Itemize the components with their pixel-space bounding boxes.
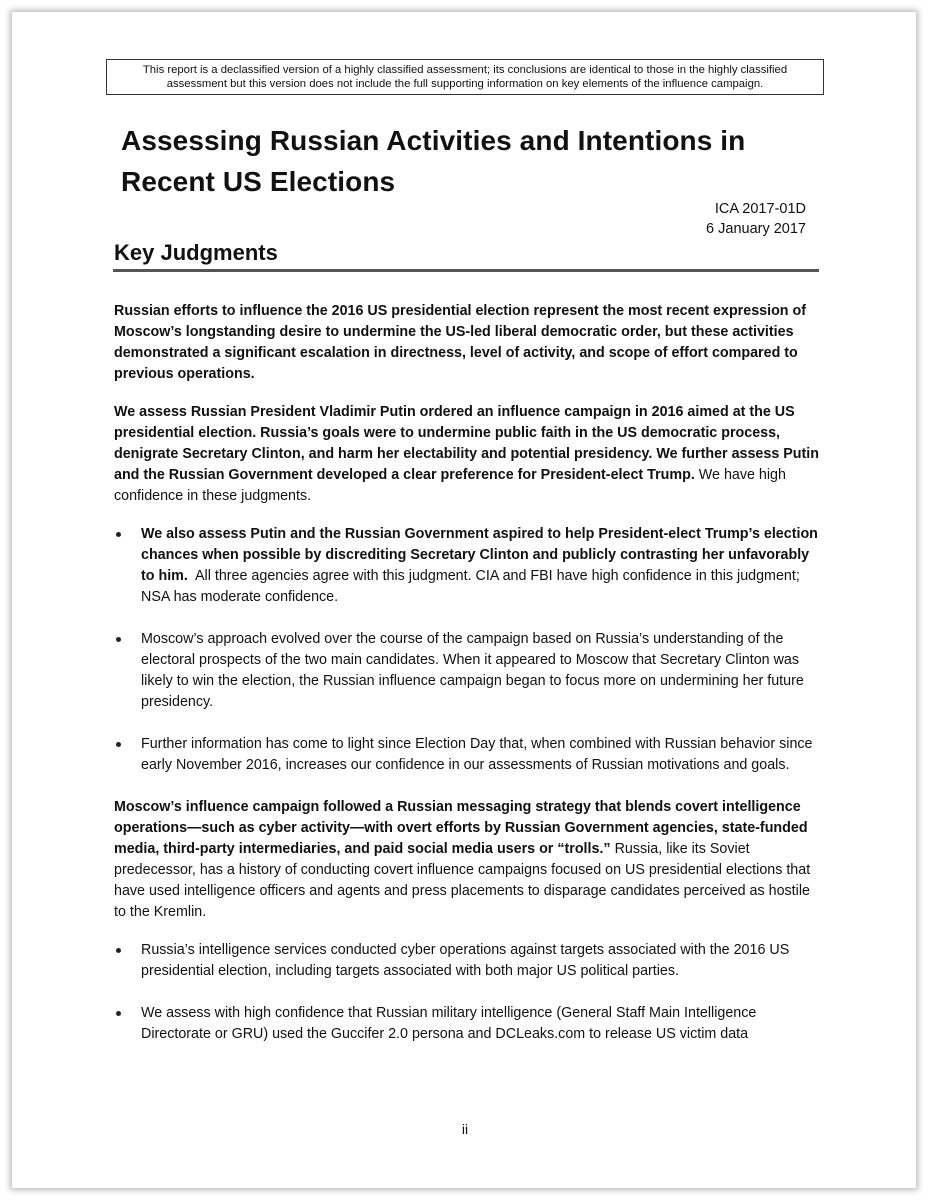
- bullet-item: [114, 524, 820, 608]
- paragraph-3: [114, 797, 820, 923]
- bullet-item: [114, 734, 820, 776]
- paragraph-3-text: Russia, like its Soviet predecessor, has a history of conducting covert influence campaigns focused on US presidential elections that have used intelligence officers and agents and press placements to disparage candidates perceived as hostile to the Kremlin.: [114, 841, 811, 920]
- doc-date: 6 January 2017: [706, 221, 806, 237]
- bullet-1-text: All three agencies agree with this judgment. CIA and FBI have high confidence in this judgment; NSA has moderate confidence.: [141, 568, 800, 605]
- paragraph-1: [114, 301, 820, 385]
- bullet-item: [114, 1003, 820, 1045]
- doc-number: ICA 2017-01D: [714, 201, 806, 217]
- bullet-2-text: Moscow’s approach evolved over the course of the campaign based on Russia’s understanding of the electoral prospects of the two main candidates. When it appeared to Moscow that Secretary Clinton was likely to win the election, the Russian influence campaign began to focus more on undermining her future presidency.: [141, 631, 804, 710]
- bullet-item: [114, 940, 820, 982]
- page-number: ii: [461, 1121, 469, 1137]
- section-heading: Key Judgments: [114, 240, 278, 265]
- notice-line-2: assessment but this version does not include the full supporting information on key elements of the influence campaign.: [166, 78, 764, 90]
- heading-rule: [113, 269, 819, 272]
- bullet-list-2: [114, 940, 820, 1045]
- bullet-3-text: Further information has come to light since Election Day that, when combined with Russian behavior since early November 2016, increases our confidence in our assessments of Russian motivations and goals.: [141, 736, 813, 773]
- paragraph-2-text: We have high confidence in these judgments.: [114, 467, 786, 504]
- paragraph-3-bold: Moscow’s influence campaign followed a Russian messaging strategy that blends covert intelligence operations—such as cyber activity—with overt efforts by Russian Government agencies, state-funded media, third-party intermediaries, and paid social media users or “trolls.”: [114, 799, 808, 857]
- bullet-list-1: [114, 524, 820, 776]
- bullet-1-bold: We also assess Putin and the Russian Government aspired to help President-elect Trump’s election chances when possible by discrediting Secretary Clinton and publicly contrasting her unfavorably to him.: [141, 526, 818, 584]
- paragraph-2-bold: We assess Russian President Vladimir Putin ordered an influence campaign in 2016 aimed at the US presidential election. Russia’s goals were to undermine public faith in the US democratic process, denigrate Secretary Clinton, and harm her electability and potential presidency. We further assess Putin and the Russian Government developed a clear preference for President-elect Trump.: [114, 404, 819, 483]
- bullet-item: [114, 629, 820, 713]
- document-body: [114, 301, 820, 1066]
- bullet-5-text: We assess with high confidence that Russian military intelligence (General Staff Main Intelligence Directorate or GRU) used the Guccifer 2.0 persona and DCLeaks.com to release US victim data: [141, 1005, 757, 1042]
- bullet-4-text: Russia’s intelligence services conducted cyber operations against targets associated with the 2016 US presidential election, including targets associated with both major US political parties.: [141, 942, 790, 979]
- document-title: [121, 120, 745, 202]
- declassification-notice: [106, 59, 824, 95]
- title-line-2: Recent US Elections: [121, 166, 396, 197]
- paragraph-1-bold: Russian efforts to influence the 2016 US presidential election represent the most recent expression of Moscow’s longstanding desire to undermine the US-led liberal democratic order, but these activities demonstrated a significant escalation in directness, level of activity, and scope of effort compared to previous operations.: [114, 303, 807, 382]
- title-line-1: Assessing Russian Activities and Intentions in: [121, 125, 746, 156]
- document-identifier: [706, 199, 806, 239]
- notice-line-1: This report is a declassified version of a highly classified assessment; its conclusions are identical to those in the highly classified: [142, 64, 788, 76]
- paragraph-2: [114, 402, 820, 507]
